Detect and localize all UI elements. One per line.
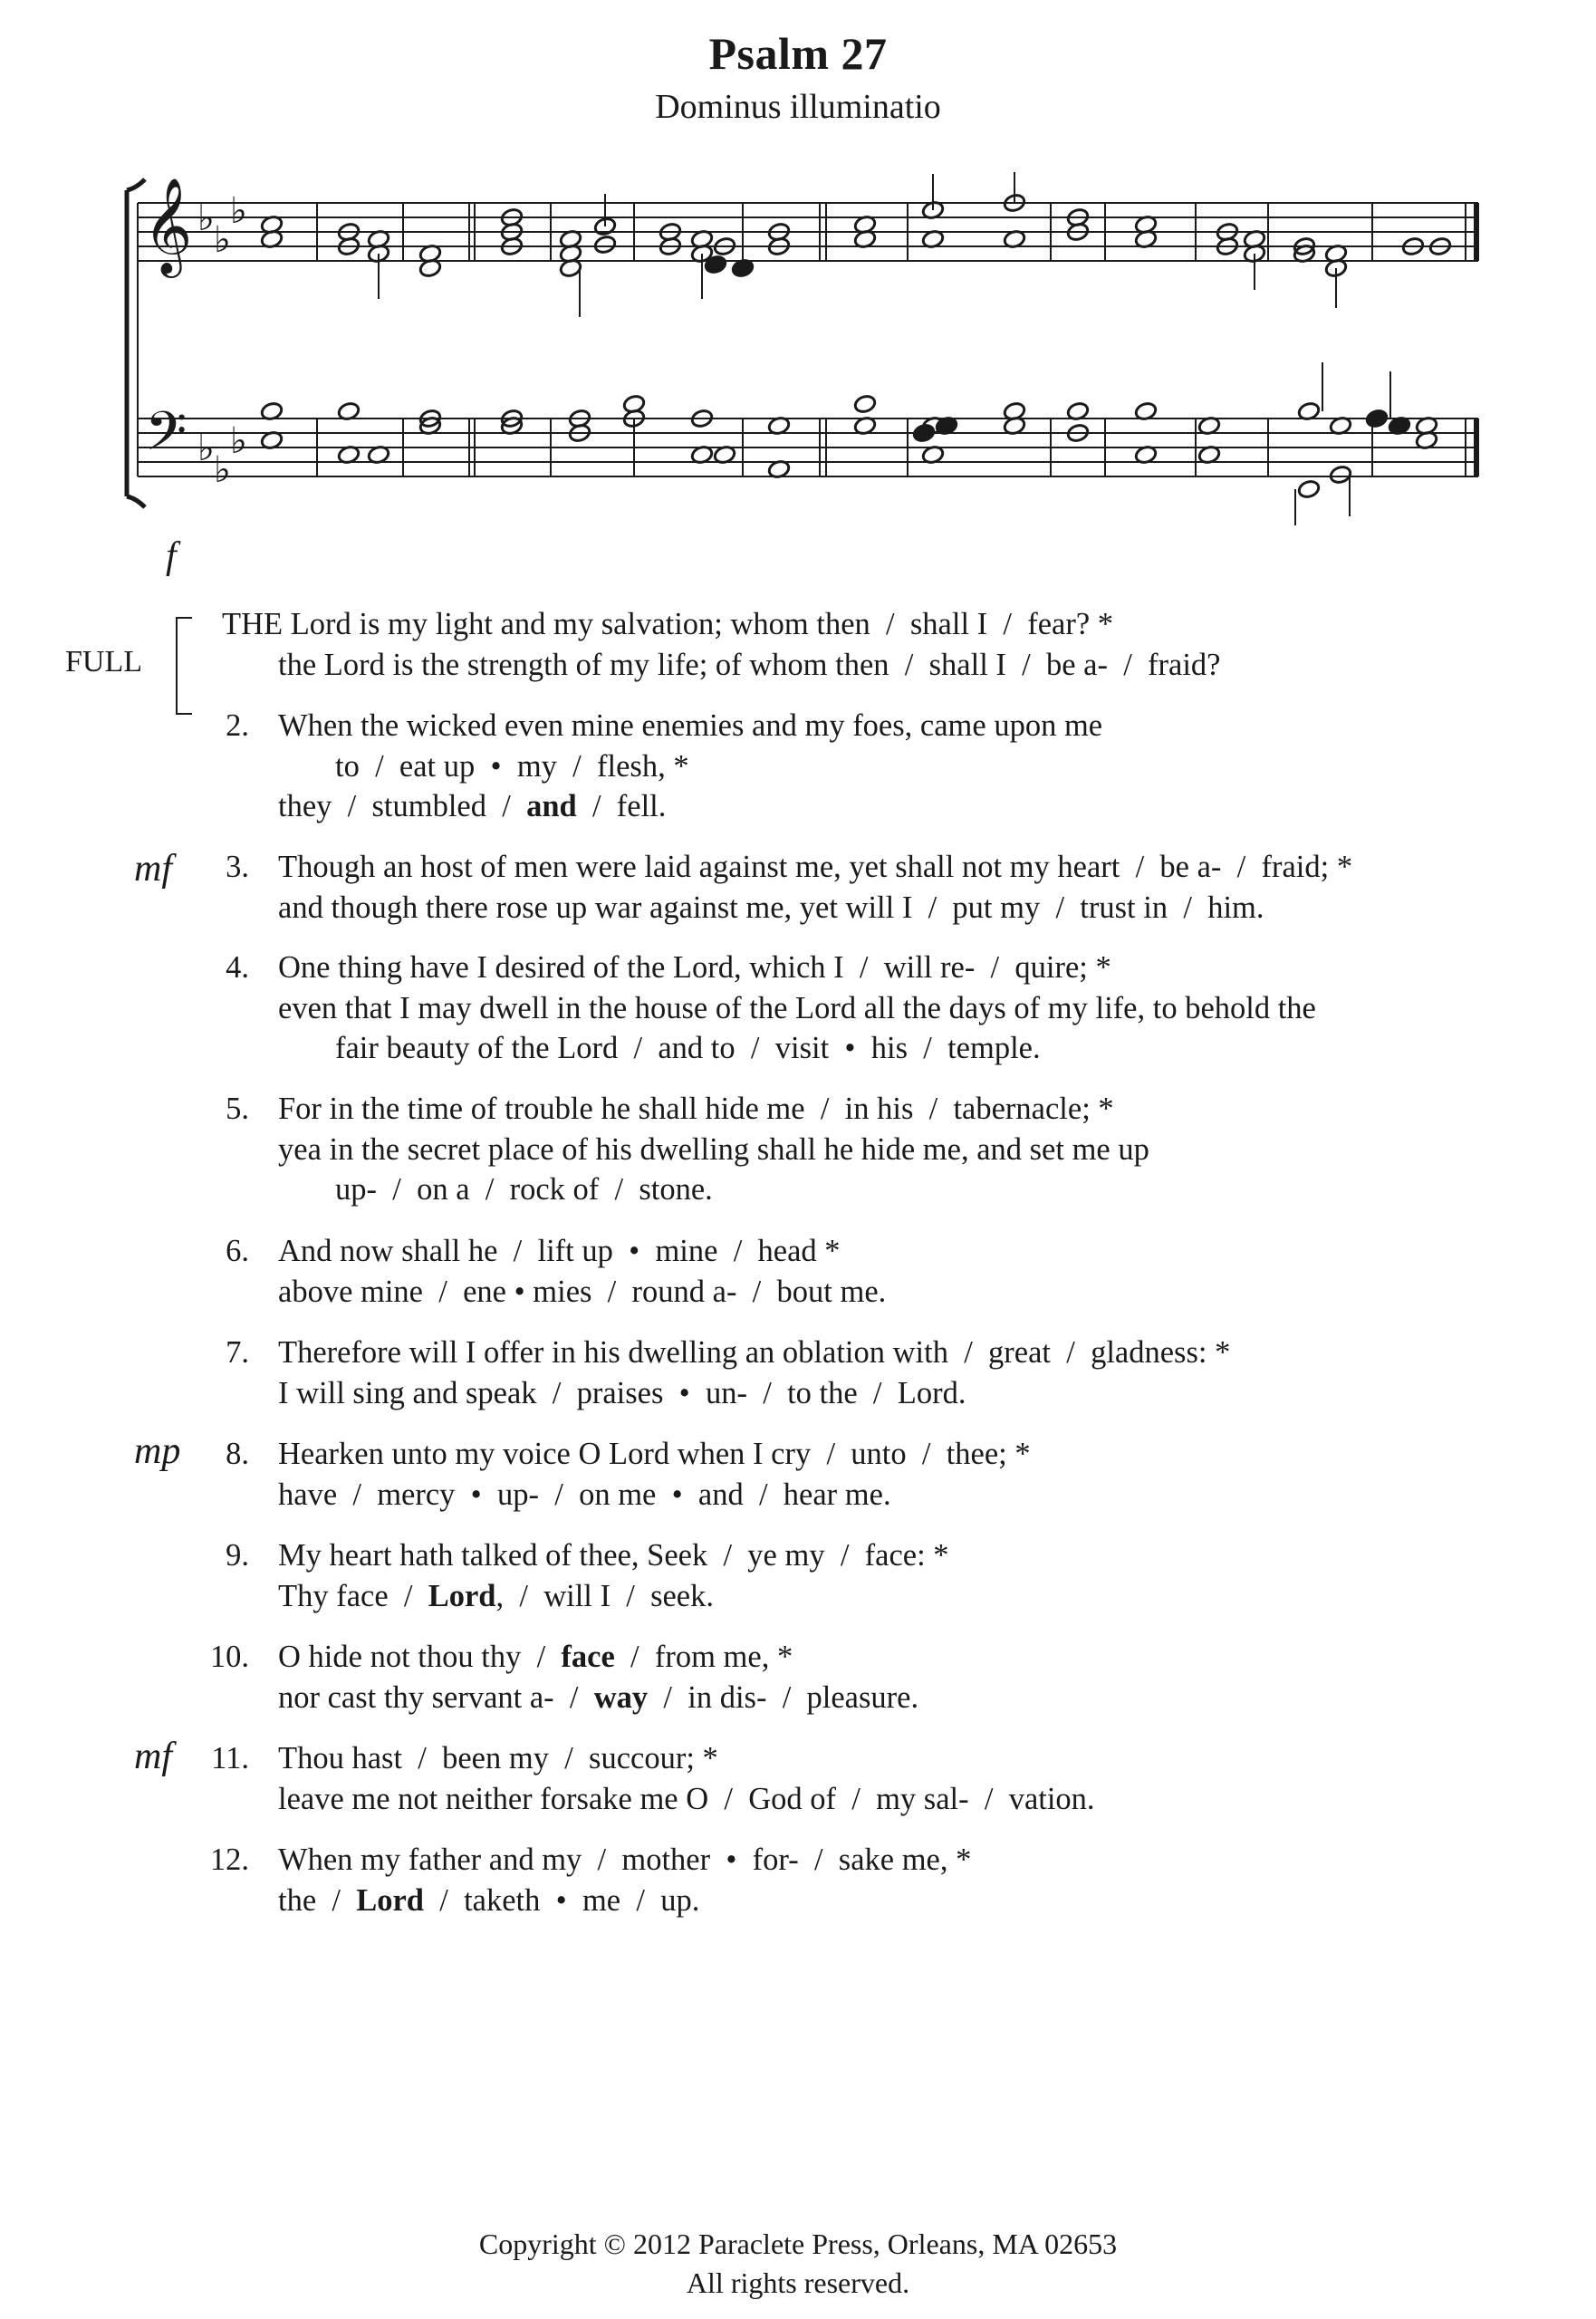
- verse-line: [278, 1680, 918, 1716]
- verse-line: [278, 1538, 949, 1573]
- verse-text: , / will I / seek.: [495, 1578, 714, 1613]
- verse-line: [278, 1782, 1095, 1817]
- verse-text: fair beauty of the Lord / and to / visit • his / temple.: [335, 1031, 1041, 1065]
- verse-line: [278, 789, 666, 824]
- verse-number: 4.: [226, 950, 249, 985]
- verse-line: [278, 708, 1102, 744]
- page-title: Psalm 27: [708, 28, 888, 79]
- verse-text: the Lord is the strength of my life; of whom then / shall I / be a- / fraid?: [278, 647, 1221, 682]
- full-bracket: [0, 0, 236, 725]
- verse-text: the /: [278, 1882, 357, 1918]
- rights-line: All rights reserved.: [686, 2266, 910, 2299]
- verse-line: [278, 890, 1264, 926]
- verse-line: [278, 950, 1111, 986]
- verse-line: [278, 1579, 714, 1614]
- verse-text: leave me not neither forsake me O / God of / my sal- / vation.: [278, 1781, 1095, 1816]
- verse-text: nor cast thy servant a- /: [278, 1679, 594, 1715]
- copyright: [0, 2225, 1596, 2303]
- verse-line: [278, 648, 1221, 683]
- verse-number: 5.: [226, 1092, 249, 1126]
- full-label: FULL: [65, 645, 142, 678]
- verse-line: [278, 1741, 718, 1776]
- verse-text: above mine / ene • mies / round a- / bout me.: [278, 1274, 887, 1309]
- dynamic-marking-forte: f: [166, 535, 177, 577]
- verse-text: And now shall he / lift up • mine / head *: [278, 1234, 841, 1268]
- verse-text: O hide not thou thy /: [278, 1640, 562, 1674]
- verse-text: they / stumbled /: [278, 789, 527, 823]
- svg-text:♭: ♭: [230, 190, 247, 232]
- verse-line: [278, 850, 1352, 885]
- emphasized-syllable: face: [561, 1640, 615, 1674]
- verse-text: / taketh • me / up.: [424, 1882, 700, 1918]
- verse-text: For in the time of trouble he shall hide me / in his / tabernacle; *: [278, 1092, 1114, 1126]
- verse-text: When my father and my / mother • for- / sake me, *: [278, 1843, 972, 1877]
- verse-text: / from me, *: [614, 1640, 793, 1674]
- verse-text: One thing have I desired of the Lord, which I / will re- / quire; *: [278, 950, 1111, 985]
- verse-number: 6.: [226, 1234, 249, 1268]
- page-subtitle: Dominus illuminatio: [655, 88, 941, 126]
- verse-text: / fell.: [576, 789, 667, 823]
- verse-line: [278, 1335, 1230, 1371]
- verse-line: [278, 1376, 966, 1411]
- verse-line: [278, 1437, 1031, 1472]
- emphasized-syllable: and: [526, 789, 577, 823]
- music-score: [0, 0, 1596, 525]
- emphasized-syllable: Lord: [428, 1578, 496, 1613]
- verse-line: [278, 1883, 699, 1919]
- verse-line: [335, 1031, 1041, 1066]
- verse-text: Thy face /: [278, 1578, 428, 1613]
- verse-number: 12.: [209, 1843, 249, 1877]
- svg-text:𝄢: 𝄢: [145, 399, 187, 476]
- verse-line: [278, 1843, 971, 1878]
- verse-number: 3.: [226, 850, 249, 884]
- verse-text: Though an host of men were laid against me, yet shall not my heart / be a- / fraid; *: [278, 850, 1353, 884]
- emphasized-syllable: Lord: [356, 1882, 424, 1918]
- svg-text:𝄞: 𝄞: [143, 177, 193, 274]
- verse-text: Thou hast / been my / succour; *: [278, 1741, 718, 1775]
- verse-text: have / mercy • up- / on me • and / hear me.: [278, 1477, 891, 1512]
- svg-text:♭: ♭: [214, 219, 231, 261]
- verse-line: [278, 991, 1316, 1026]
- verse-number: 2.: [226, 708, 249, 743]
- verse-text: and though there rose up war against me, yet will I / put my / trust in / him.: [278, 890, 1264, 925]
- verse-text: Hearken unto my voice O Lord when I cry / unto / thee; *: [278, 1437, 1031, 1471]
- verse-text: even that I may dwell in the house of the Lord all the days of my life, to behold the: [278, 990, 1316, 1025]
- verse-number: 7.: [226, 1335, 249, 1370]
- verse-line: [278, 1132, 1149, 1168]
- verse-line: [335, 1172, 713, 1208]
- verse-text: Therefore will I offer in his dwelling an oblation with / great / gladness: *: [278, 1335, 1231, 1370]
- verse-number: 11.: [211, 1741, 249, 1775]
- verse-line: [222, 607, 1113, 642]
- verse-line: [278, 1477, 891, 1513]
- verse-text: / in dis- / pleasure.: [648, 1679, 919, 1715]
- verse-number: 10.: [209, 1640, 249, 1674]
- emphasized-syllable: way: [593, 1679, 649, 1715]
- svg-text:♭: ♭: [230, 420, 247, 462]
- copyright-line: Copyright © 2012 Paraclete Press, Orleans, MA 02653: [478, 2228, 1118, 2260]
- verse-text: yea in the secret place of his dwelling shall he hide me, and set me up: [278, 1131, 1149, 1167]
- verse-line: [335, 749, 689, 784]
- dynamic-marking-mp: mp: [134, 1430, 181, 1472]
- svg-text:♭: ♭: [197, 197, 215, 239]
- verse-line: [278, 1640, 793, 1675]
- svg-text:♭: ♭: [197, 428, 215, 469]
- verse-line: [278, 1092, 1114, 1127]
- dynamic-marking-mf: mf: [134, 848, 172, 890]
- dynamic-marking-mf: mf: [134, 1736, 172, 1777]
- verse-text: When the wicked even mine enemies and my foes, came upon me: [278, 708, 1103, 743]
- verse-line: [278, 1234, 841, 1269]
- verse-line: [278, 1275, 886, 1310]
- verse-text: THE Lord is my light and my salvation; whom then / shall I / fear? *: [222, 607, 1114, 641]
- svg-text:♭: ♭: [214, 449, 231, 491]
- verse-number: 8.: [226, 1437, 249, 1471]
- verse-text: to / eat up • my / flesh, *: [335, 748, 689, 784]
- verse-text: up- / on a / rock of / stone.: [335, 1172, 713, 1207]
- verse-number: 9.: [226, 1538, 249, 1573]
- verse-text: My heart hath talked of thee, Seek / ye my / face: *: [278, 1538, 949, 1573]
- verse-text: I will sing and speak / praises • un- / to the / Lord.: [278, 1375, 966, 1410]
